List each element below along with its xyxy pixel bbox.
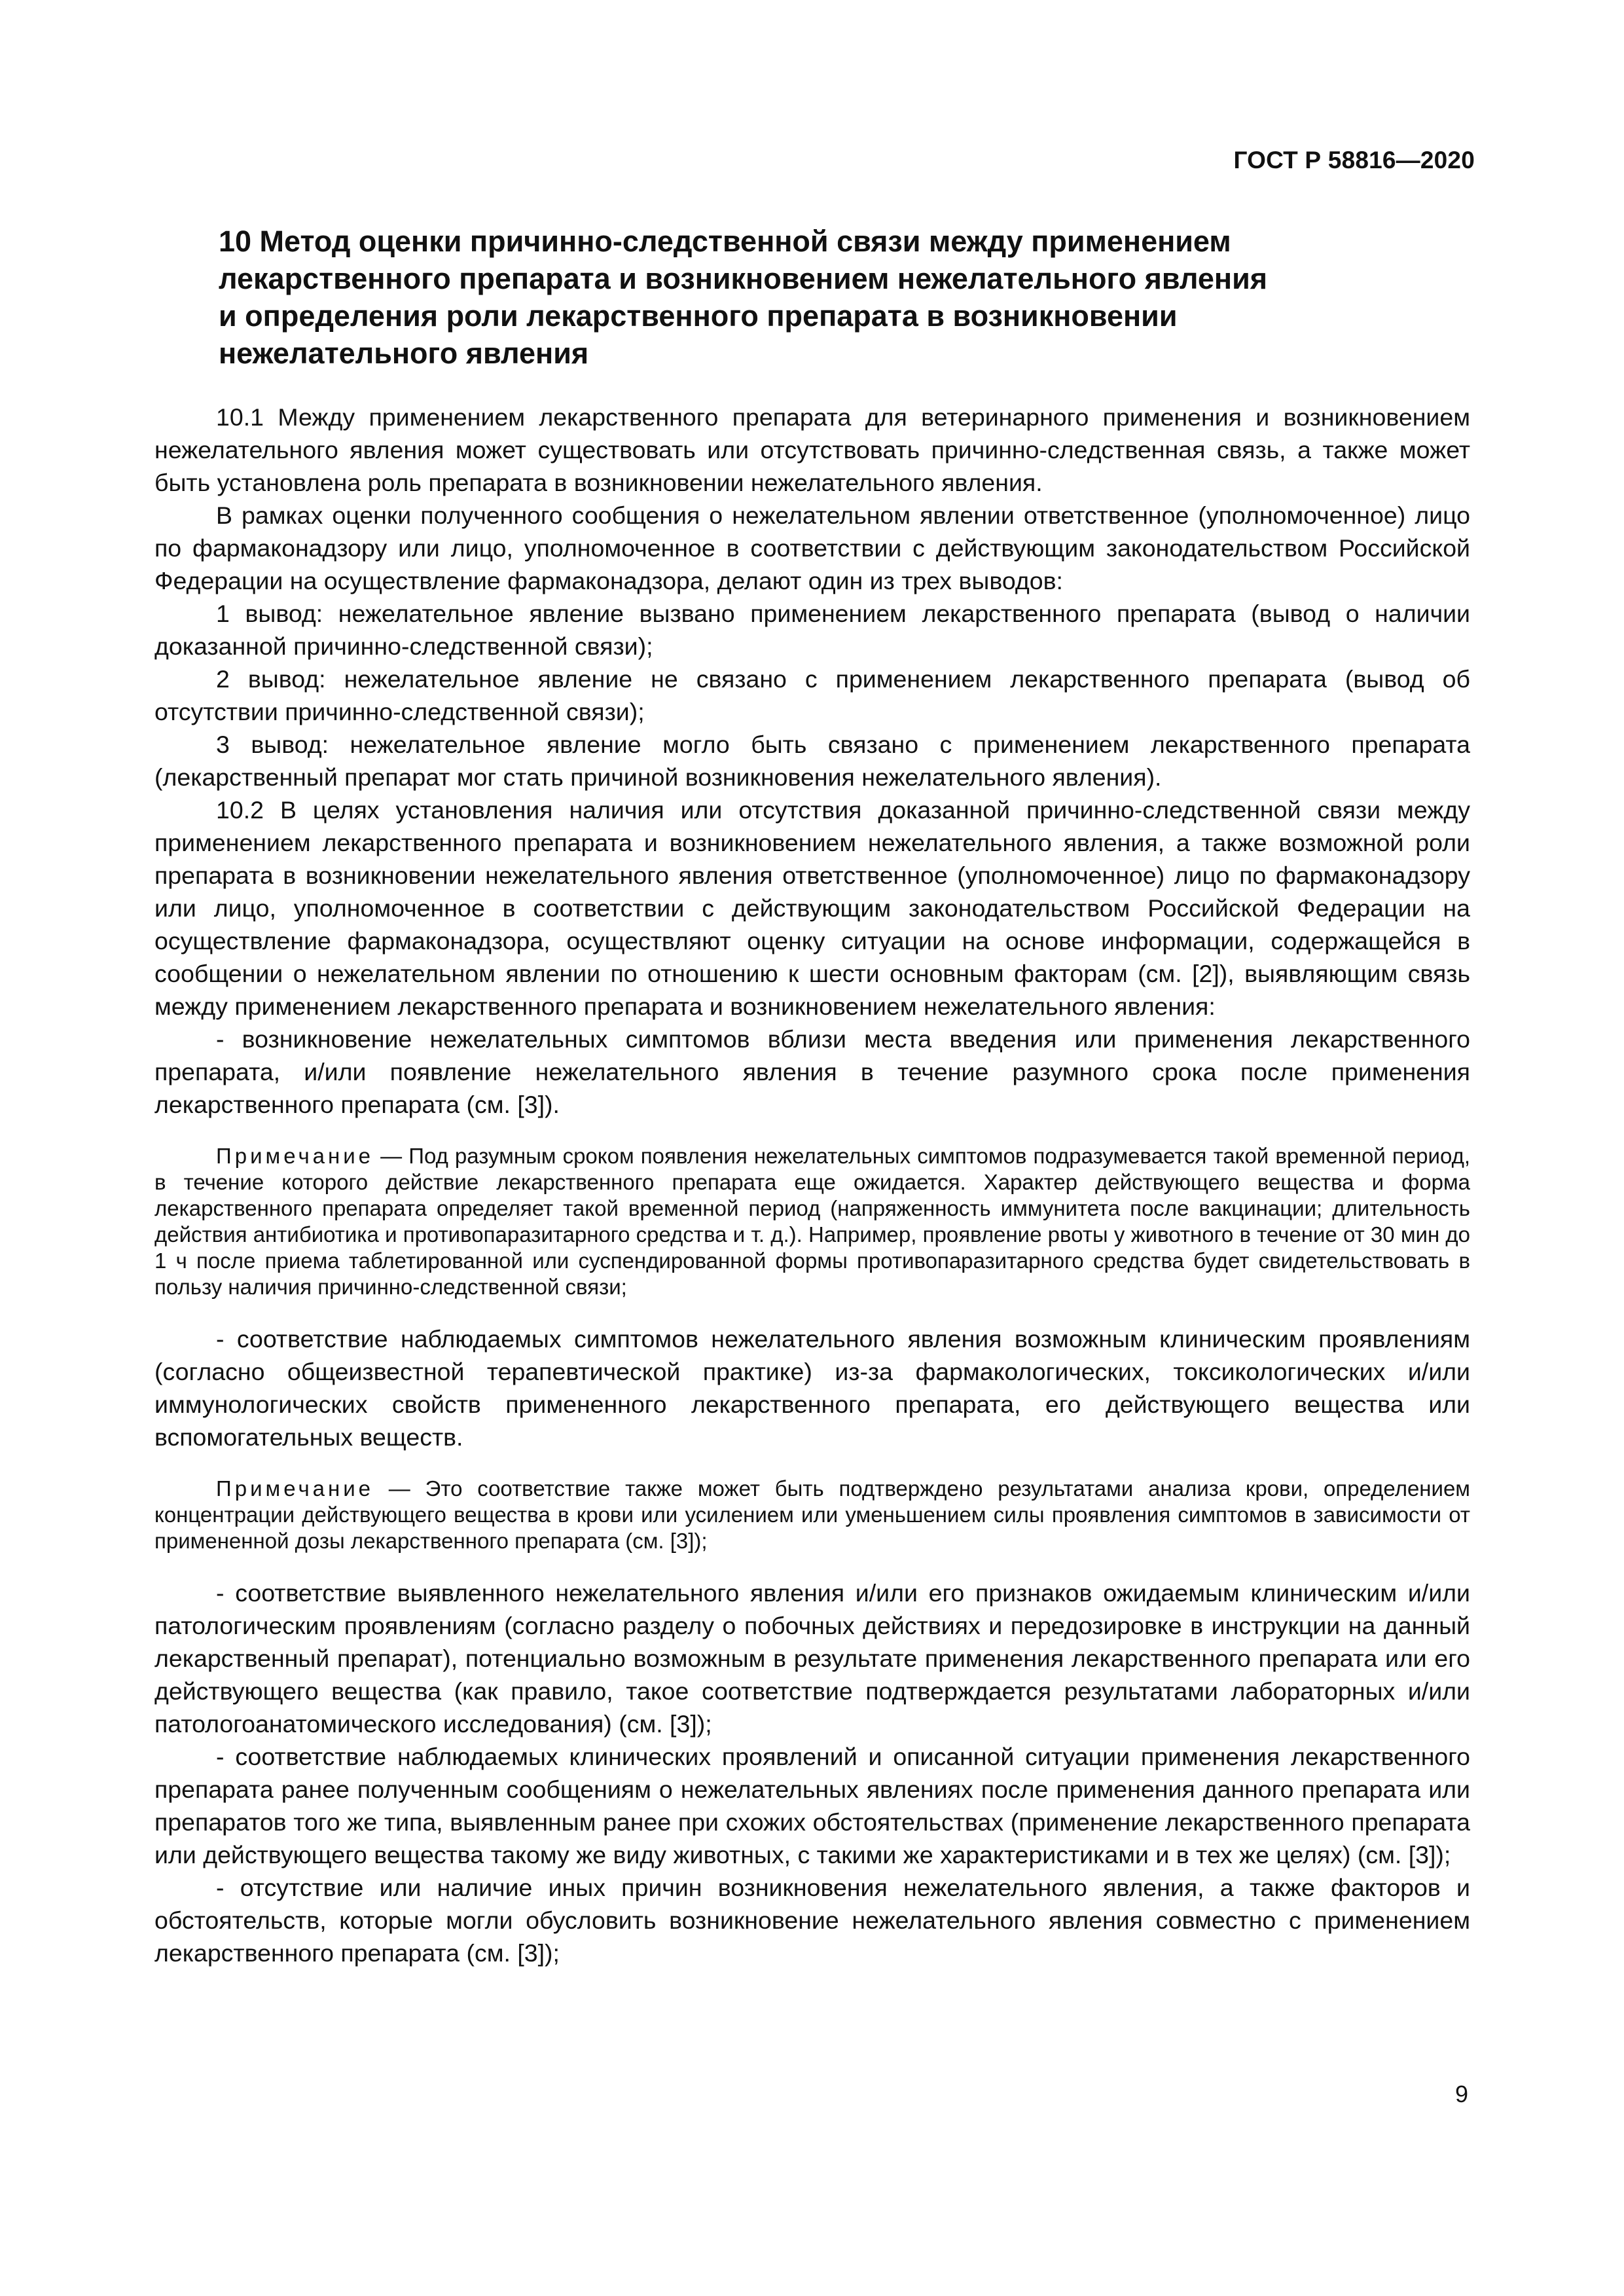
note-label: Примечание: [216, 1144, 374, 1168]
conclusion-3: 3 вывод: нежелательное явление могло быть связано с применением лекарственного препарата (лекарственный препарат мог стать причиной возникновения нежелательного явления).: [154, 731, 1470, 791]
section-title: [219, 223, 1470, 372]
factor-bullet-2: - соответствие наблюдаемых симптомов нежелательного явления возможным клиническим проявлениям (согласно общеизвестной терапевтической практике) из-за фармакологических, токсикологических и/или иммунологических свойств примененного лекарственного препарата, его действующего вещества или вспомогательных веществ.: [154, 1325, 1470, 1451]
factor-bullet-5: - отсутствие или наличие иных причин возникновения нежелательного явления, а также факторов и обстоятельств, которые могли обусловить возникновение нежелательного явления совместно с применением лекарственного препарата (см. [3]);: [154, 1874, 1470, 1967]
note-text: — Под разумным сроком появления нежелательных симптомов подразумевается такой временной период, в течение которого действие лекарственного препарата еще ожидается. Характер действующего вещества и форма лекарственного препарата определяет такой временной период (напряженность иммунитета после вакцинации; длительность действия антибиотика и противопаразитарного средства и т. д.). Например, проявление рвоты у животного в течение от 30 мин до 1 ч после приема таблетированной или суспендированной формы противопаразитарного средства будет свидетельствовать в пользу наличия причинно-следственной связи;: [154, 1144, 1470, 1299]
factor-bullet-1: - возникновение нежелательных симптомов вблизи места введения или применения лекарственного препарата, и/или появление нежелательного явления в течение разумного срока после применения лекарственного препарата (см. [3]).: [154, 1025, 1470, 1118]
page-number: 9: [1454, 2081, 1468, 2107]
factor-bullet-3: - соответствие выявленного нежелательного явления и/или его признаков ожидаемым клиническим и/или патологическим проявлениям (согласно разделу о побочных действиях и передозировке в инструкции на данный лекарственный препарат), потенциально возможным в результате применения лекарственного препарата или его действующего вещества (как правило, такое соответствие подтверждается результатами лабораторных и/или патологоанатомического исследования) (см. [3]);: [154, 1579, 1470, 1738]
paragraph-assessment: В рамках оценки полученного сообщения о нежелательном явлении ответственное (уполномоченное) лицо по фармаконадзору или лицо, уполномоченное в соответствии с действующим законодательством Российской Федерации на осуществление фармаконадзора, делают один из трех выводов:: [154, 501, 1470, 594]
section-title-line: и определения роли лекарственного препарата в возникновении: [219, 299, 1178, 333]
section-title-line: 10 Метод оценки причинно-следственной связи между применением: [219, 225, 1231, 258]
note-2: [154, 1476, 1470, 1554]
note-text: — Это соответствие также может быть подтверждено результатами анализа крови, определением концентрации действующего вещества в крови или усилением или уменьшением силы проявления симптомов в зависимости от примененной дозы лекарственного препарата (см. [3]);: [154, 1476, 1470, 1553]
section-title-line: нежелательного явления: [219, 337, 589, 370]
conclusion-2: 2 вывод: нежелательное явление не связано с применением лекарственного препарата (вывод об отсутствии причинно-следственной связи);: [154, 665, 1470, 725]
document-code: ГОСТ Р 58816—2020: [1233, 147, 1475, 173]
page-content: [154, 223, 1470, 1969]
paragraph-10-1: 10.1 Между применением лекарственного препарата для ветеринарного применения и возникновением нежелательного явления может существовать или отсутствовать причинно-следственная связь, а также может быть установлена роль препарата в возникновении нежелательного явления.: [154, 403, 1470, 496]
section-title-line: лекарственного препарата и возникновением нежелательного явления: [219, 262, 1268, 295]
paragraph-10-2: 10.2 В целях установления наличия или отсутствия доказанной причинно-следственной связи между применением лекарственного препарата и возникновением нежелательного явления, а также возможной роли препарата в возникновении нежелательного явления ответственное (уполномоченное) лицо по фармаконадзору или лицо, уполномоченное в соответствии с действующим законодательством Российской Федерации на осуществление фармаконадзора, осуществляют оценку ситуации на основе информации, содержащейся в сообщении о нежелательном явлении по отношению к шести основным факторам (см. [2]), выявляющим связь между применением лекарственного препарата и возникновением нежелательного явления:: [154, 796, 1470, 1020]
conclusion-1: 1 вывод: нежелательное явление вызвано применением лекарственного препарата (вывод о наличии доказанной причинно-следственной связи);: [154, 600, 1470, 660]
note-1: [154, 1143, 1470, 1300]
note-label: Примечание: [216, 1476, 374, 1501]
factor-bullet-4: - соответствие наблюдаемых клинических проявлений и описанной ситуации применения лекарственного препарата ранее полученным сообщениям о нежелательных явлениях после применения данного препарата или препаратов того же типа, выявленным ранее при схожих обстоятельствах (применение лекарственного препарата или действующего вещества такому же виду животных, с такими же характеристиками и в тех же целях) (см. [3]);: [154, 1743, 1470, 1868]
